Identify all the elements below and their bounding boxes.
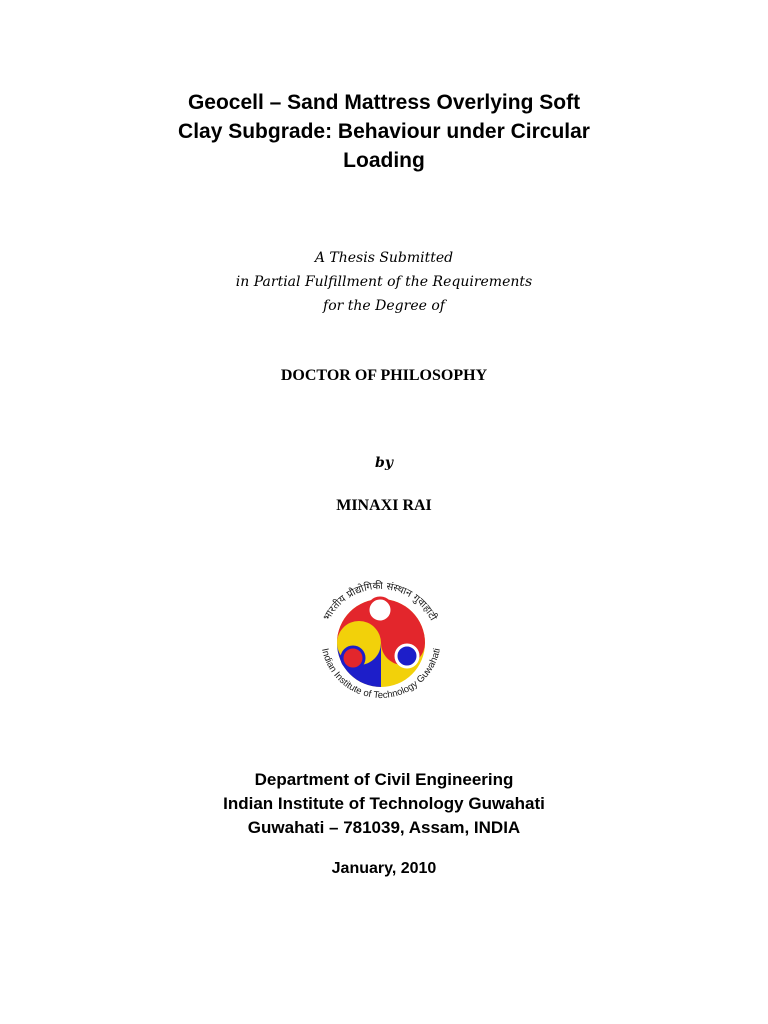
thesis-title-line-1: Geocell – Sand Mattress Overlying Soft bbox=[187, 91, 581, 114]
institution-block bbox=[0, 768, 768, 840]
by-label: by bbox=[375, 455, 393, 471]
institute-name: Indian Institute of Technology Guwahati bbox=[223, 794, 545, 813]
degree-name: DOCTOR OF PHILOSOPHY bbox=[280, 367, 488, 384]
submission-line-2: in Partial Fulfillment of the Requirements bbox=[235, 274, 533, 290]
thesis-title bbox=[0, 88, 768, 175]
submission-date: January, 2010 bbox=[331, 860, 437, 877]
thesis-title-line-3: Loading bbox=[343, 149, 425, 172]
thesis-title-line-2: Clay Subgrade: Behaviour under Circular bbox=[178, 120, 590, 143]
submission-line-3: for the Degree of bbox=[323, 298, 445, 314]
submission-line-1: A Thesis Submitted bbox=[314, 250, 454, 266]
iit-guwahati-emblem-icon bbox=[301, 568, 461, 718]
emblem-symbol bbox=[337, 598, 425, 687]
department-name: Department of Civil Engineering bbox=[254, 770, 514, 789]
submission-statement bbox=[0, 246, 768, 318]
institute-address: Guwahati – 781039, Assam, INDIA bbox=[247, 818, 521, 837]
emblem-hindi-text-path: भारतीय प्रौद्योगिकी संस्थान गुवाहाटी bbox=[321, 580, 439, 623]
emblem-english-text-path: Indian Institute of Technology Guwahati bbox=[319, 647, 443, 702]
author-name: MINAXI RAI bbox=[336, 497, 432, 514]
